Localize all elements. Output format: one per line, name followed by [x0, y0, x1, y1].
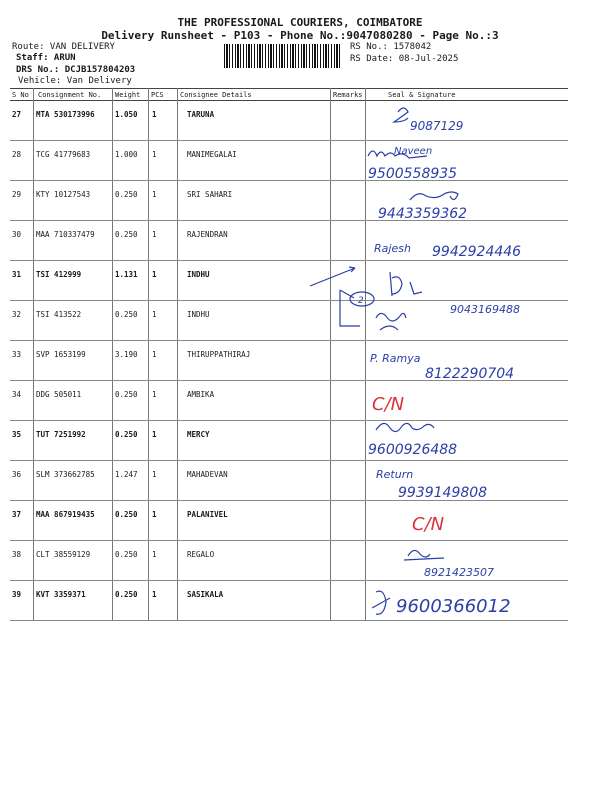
signature-stroke [390, 272, 422, 296]
row-consignee: MERCY [187, 430, 210, 439]
remark-bracket [340, 290, 360, 326]
signature-stroke [372, 591, 390, 614]
row-weight: 1.000 [115, 150, 138, 159]
row-pcs: 1 [152, 190, 157, 199]
row-consignment: TUT 7251992 [36, 430, 86, 439]
phone-r35: 9600926488 [368, 442, 458, 458]
row-consignee: TARUNA [187, 110, 215, 119]
row-pcs: 1 [152, 390, 157, 399]
vehicle-label: Vehicle: Van Delivery [18, 76, 132, 86]
row-weight: 0.250 [115, 550, 138, 559]
row-weight: 0.250 [115, 430, 138, 439]
col-remarks: Remarks [333, 91, 363, 99]
row-sno: 39 [12, 590, 22, 599]
signature-stroke [410, 192, 458, 200]
row-sno: 34 [12, 390, 22, 399]
drs-number: DRS No.: DCJB157804203 [16, 65, 136, 75]
row-sno: 35 [12, 430, 22, 439]
row-weight: 0.250 [115, 190, 138, 199]
row-sno: 29 [12, 190, 22, 199]
row-sno: 31 [12, 270, 22, 279]
row-consignment: MAA 867919435 [36, 510, 95, 519]
phone-r36: 9939149808 [398, 485, 488, 501]
col-seal-signature: Seal & Signature [388, 91, 456, 99]
row-consignee: SASIKALA [187, 590, 224, 599]
row-pcs: 1 [152, 430, 157, 439]
col-weight: Weight [115, 91, 141, 99]
row-consignee: THIRUPPATHIRAJ [187, 350, 251, 359]
row-sno: 33 [12, 350, 22, 359]
row-weight: 3.190 [115, 350, 138, 359]
row-consignment: TSI 413522 [36, 310, 82, 319]
rs-number: RS No.: 1578042 [350, 42, 432, 52]
row-consignee: AMBIKA [187, 390, 215, 399]
row-consignment: TSI 412999 [36, 270, 82, 279]
rs-date: RS Date: 08-Jul-2025 [350, 54, 459, 64]
signature-stroke [376, 313, 406, 330]
row-consignee: RAJENDRAN [187, 230, 228, 239]
signature-stroke [376, 423, 434, 431]
phone-r39: 9600366012 [396, 596, 511, 617]
row-sno: 36 [12, 470, 22, 479]
row-sno: 38 [12, 550, 22, 559]
row-pcs: 1 [152, 310, 157, 319]
remark-circle-label: 2 [358, 296, 364, 306]
row-weight: 0.250 [115, 590, 138, 599]
row-pcs: 1 [152, 590, 157, 599]
name-r33: P. Ramya [370, 352, 421, 365]
row-pcs: 1 [152, 550, 157, 559]
row-consignment: KTY 10127543 [36, 190, 91, 199]
col-pcs: PCS [151, 91, 164, 99]
col-consignee: Consignee Details [180, 91, 252, 99]
row-sno: 28 [12, 150, 22, 159]
row-consignment: MAA 710337479 [36, 230, 95, 239]
row-weight: 0.250 [115, 310, 138, 319]
signature-stroke [394, 108, 408, 122]
row-consignee: SRI SAHARI [187, 190, 233, 199]
row-weight: 0.250 [115, 510, 138, 519]
row-consignment: KVT 3359371 [36, 590, 86, 599]
row-sno: 32 [12, 310, 22, 319]
route-label: Route: VAN DELIVERY [12, 42, 115, 52]
company-title: THE PROFESSIONAL COURIERS, COIMBATORE [177, 16, 423, 29]
row-weight: 0.250 [115, 390, 138, 399]
runsheet-subtitle: Delivery Runsheet - P103 - Phone No.:9047080280 - Page No.:3 [101, 29, 499, 42]
row-consignment: DDG 505011 [36, 390, 82, 399]
cn-mark-r37: C/N [412, 514, 445, 535]
name-r28: Naveen [394, 146, 433, 157]
phone-r28: 9500558935 [368, 166, 458, 182]
row-sno: 30 [12, 230, 22, 239]
phone-r38: 8921423507 [424, 566, 494, 579]
row-consignment: CLT 38559129 [36, 550, 91, 559]
row-sno: 27 [12, 110, 22, 119]
row-pcs: 1 [152, 110, 157, 119]
phone-r32: 9043169488 [450, 303, 520, 316]
row-pcs: 1 [152, 230, 157, 239]
row-consignee: PALANIVEL [187, 510, 228, 519]
cn-mark-r34: C/N [372, 394, 405, 415]
col-consignment: Consignment No. [38, 91, 102, 99]
phone-r30: 9942924446 [432, 244, 522, 260]
row-pcs: 1 [152, 350, 157, 359]
row-consignment: TCG 41779683 [36, 150, 91, 159]
row-consignee: INDHU [187, 270, 210, 279]
row-consignee: MAHADEVAN [187, 470, 228, 479]
row-consignee: INDHU [187, 310, 210, 319]
name-r36: Return [376, 468, 414, 481]
row-sno: 37 [12, 510, 22, 519]
row-weight: 1.050 [115, 110, 138, 119]
phone-r29: 9443359362 [378, 206, 468, 222]
name-r30: Rajesh [374, 242, 411, 255]
row-pcs: 1 [152, 510, 157, 519]
row-weight: 0.250 [115, 230, 138, 239]
row-pcs: 1 [152, 270, 157, 279]
phone-r27: 9087129 [410, 119, 464, 133]
row-consignee: MANIMEGALAI [187, 150, 237, 159]
phone-r33: 8122290704 [425, 366, 515, 382]
row-consignment: MTA 530173996 [36, 110, 95, 119]
staff-label: Staff: ARUN [16, 53, 76, 63]
row-pcs: 1 [152, 470, 157, 479]
row-consignee: REGALO [187, 550, 215, 559]
row-pcs: 1 [152, 150, 157, 159]
row-weight: 1.131 [115, 270, 138, 279]
remark-arrow [310, 267, 355, 286]
row-consignment: SLM 373662785 [36, 470, 95, 479]
col-sno: S No [12, 91, 29, 99]
row-consignment: SVP 1653199 [36, 350, 86, 359]
signature-stroke [404, 550, 444, 560]
row-weight: 1.247 [115, 470, 138, 479]
